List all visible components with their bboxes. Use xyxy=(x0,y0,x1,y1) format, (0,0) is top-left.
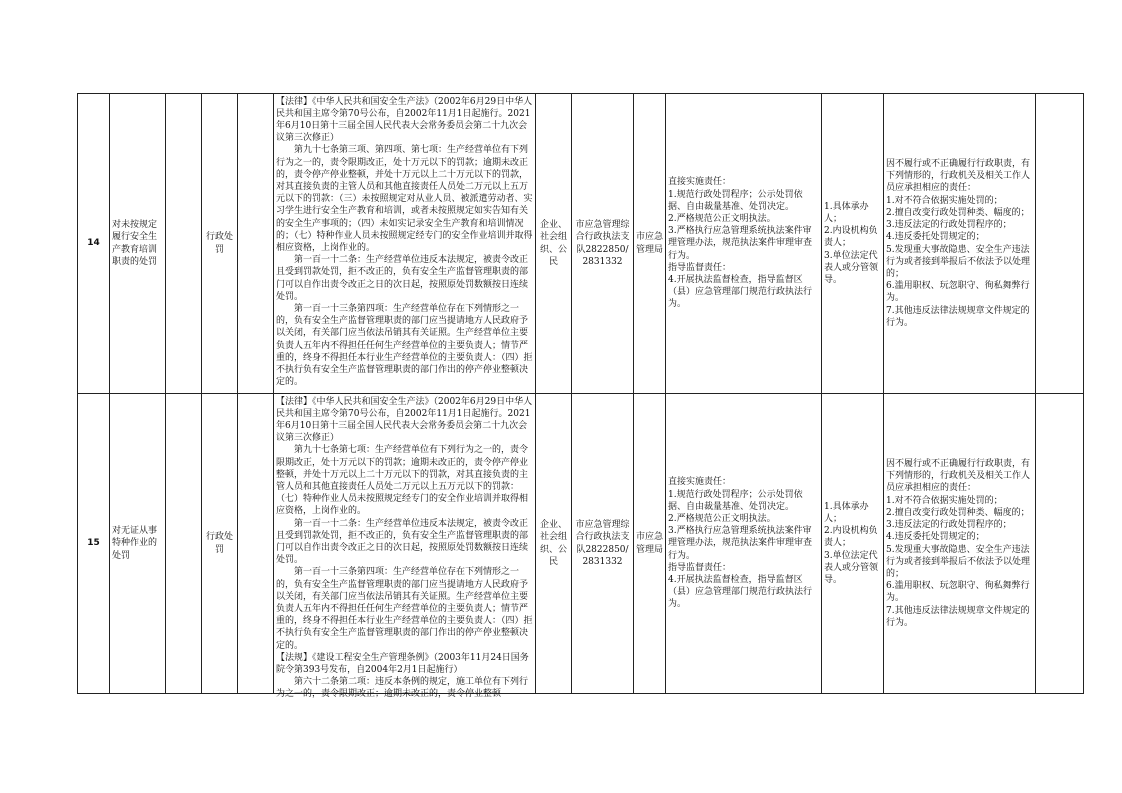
responsible-subject: 1.具体承办人； 2.内设机构负责人； 3.单位法定代表人或分管领导。 xyxy=(822,94,884,394)
remark xyxy=(1036,394,1084,694)
accountability: 因不履行或不正确履行行政职责，有下列情形的，行政机关及相关工作人员应承担相应的责任： 1.对不符合依据实施处罚的； 2.擅自改变行政处罚种类、幅度的； 3.违反法定的行政处罚程序的； 4.违反委托处罚规定的； 5.发现重大事故隐患、安全生产违法行为或者接到举报后不依法予以处理的； 6.滥用职权、玩忽职守、徇私舞弊行为。 7.其他违反法律法规规章文件规定的行为。 xyxy=(884,394,1036,694)
executing-unit: 市应急管理综合行政执法支队2822850/2831332 xyxy=(572,394,634,694)
legal-basis-paragraph: 第六十二条第二项：违反本条例的规定，施工单位有下列行为之一的，责令限期改正；逾期未改正的，责令停业整顿 xyxy=(276,677,529,700)
legal-basis-paragraph: 第一百一十三条第四项：生产经营单位存在下列情形之一的，负有安全生产监督管理职责的部门应当提请地方人民政府予以关闭，有关部门应当依法吊销其有关证照。生产经营单位主要负责人五年内不得担任任何生产经营单位的主要负责人；情节严重的，终身不得担任本行业生产经营单位的主要负责人：（四）拒不执行负有安全生产监督管理职责的部门作出的停产停业整顿决定的。 xyxy=(276,303,533,388)
item-name: 对未按规定履行安全生产教育培训职责的处罚 xyxy=(110,94,166,394)
executing-unit: 市应急管理综合行政执法支队2822850/2831332 xyxy=(572,94,634,394)
legal-basis-paragraph: 第一百一十三条第四项：生产经营单位存在下列情形之一的，负有安全生产监督管理职责的部门应当提请地方人民政府予以关闭，有关部门应当依法吊销其有关证照。生产经营单位主要负责人五年内不得担任任何生产经营单位的主要负责人；情节严重的，终身不得担任本行业生产经营单位的主要负责人：（四）拒不执行负有安全生产监督管理职责的部门作出的停产停业整顿决定的。 xyxy=(276,567,533,651)
row-number: 15 xyxy=(78,394,110,694)
target-parties: 企业、社会组织、公民 xyxy=(536,94,572,394)
accountability: 因不履行或不正确履行行政职责，有下列情形的，行政机关及相关工作人员应承担相应的责任： 1.对不符合依据实施处罚的； 2.擅自改变行政处罚种类、幅度的； 3.违反法定的行政处罚程序的； 4.违反委托处罚规定的； 5.发现重大事故隐患、安全生产违法行为或者接到举报后不依法予以处理的； 6.滥用职权、玩忽职守、徇私舞弊行为。 7.其他违反法律法规规章文件规定的行为。 xyxy=(884,94,1036,394)
supervising-agency: 市应急管理局 xyxy=(634,394,666,694)
legal-basis xyxy=(274,394,536,700)
remark xyxy=(1036,94,1084,394)
legal-basis-paragraph: 第一百一十二条：生产经营单位违反本法规定，被责令改正且受到罚款处罚，拒不改正的，负有安全生产监督管理职责的部门可以自作出责令改正之日的次日起，按照原处罚数额按日连续处罚。 xyxy=(276,518,529,566)
responsibility: 直接实施责任： 1.规范行政处罚程序；公示处罚依据、自由裁量基准、处罚决定。 2.严格规范公正文明执法。 3.严格执行应急管理系统执法案件审理管理办法，规范执法案件审理审查行为。 指导监督责任： 4.开展执法监督检查，指导监督区（县）应急管理部门规范行政执法行为。 xyxy=(666,394,822,694)
legal-basis-paragraph: 第一百一十二条：生产经营单位违反本法规定，被责令改正且受到罚款处罚，拒不改正的，负有安全生产监督管理职责的部门可以自作出责令改正之日的次日起，按照原处罚数额按日连续处罚。 xyxy=(276,255,529,302)
empty-cell xyxy=(166,94,202,394)
supervising-agency: 市应急管理局 xyxy=(634,94,666,394)
target-parties: 企业、社会组织、公民 xyxy=(536,394,572,694)
legal-basis-paragraph: 【法律】《中华人民共和国安全生产法》（2002年6月29日中华人民共和国主席令第70号公布，自2002年11月1日起施行。2021年6月10日第十三届全国人民代表大会常务委员会第二十九次会议第三次修正） xyxy=(276,396,533,444)
item-name: 对无证从事特种作业的处罚 xyxy=(110,394,166,694)
legal-basis xyxy=(274,94,536,394)
empty-cell xyxy=(238,394,274,694)
empty-cell xyxy=(166,394,202,694)
legal-basis-paragraph: 第九十七条第三项、第四项、第七项：生产经营单位有下列行为之一的，责令限期改正，处十万元以下的罚款；逾期未改正的，责令停产停业整顿，并处十万元以上二十万元以下的罚款，对其直接负责的主管人员和其他直接责任人员处二万元以上五万元以下的罚款：（三）未按照规定对从业人员、被派遣劳动者、实习学生进行安全生产教育和培训，或者未按照规定如实告知有关的安全生产事项的；（四）未如实记录安全生产教育和培训情况的；（七）特种作业人员未按照规定经专门的安全作业培训并取得相应资格，上岗作业的。 xyxy=(276,145,533,253)
authority-type: 行政处罚 xyxy=(202,94,238,394)
authority-table xyxy=(77,93,1084,700)
responsibility: 直接实施责任： 1.规范行政处罚程序；公示处罚依据、自由裁量基准、处罚决定。 2.严格规范公正文明执法。 3.严格执行应急管理系统执法案件审理管理办法，规范执法案件审理审查行为。 指导监督责任： 4.开展执法监督检查，指导监督区（县）应急管理部门规范行政执法行为。 xyxy=(666,94,822,394)
legal-basis-paragraph: 【法规】《建设工程安全生产管理条例》（2003年11月24日国务院令第393号发布，自2004年2月1日起施行） xyxy=(276,652,529,675)
legal-basis-paragraph: 【法律】《中华人民共和国安全生产法》（2002年6月29日中华人民共和国主席令第70号公布，自2002年11月1日起施行。2021年6月10日第十三届全国人民代表大会常务委员会第二十九次会议第三次修正） xyxy=(276,96,533,144)
row-number: 14 xyxy=(78,94,110,394)
table-row xyxy=(78,94,1084,394)
table-row xyxy=(78,394,1084,694)
legal-basis-paragraph: 第九十七条第七项：生产经营单位有下列行为之一的，责令限期改正，处十万元以下的罚款；逾期未改正的，责令停产停业整顿，并处十万元以上二十万元以下的罚款，对其直接负责的主管人员和其他直接责任人员处二万元以上五万元以下的罚款：（七）特种作业人员未按照规定经专门的安全作业培训并取得相应资格，上岗作业的。 xyxy=(276,445,529,517)
authority-type: 行政处罚 xyxy=(202,394,238,694)
empty-cell xyxy=(238,94,274,394)
responsible-subject: 1.具体承办人； 2.内设机构负责人； 3.单位法定代表人或分管领导。 xyxy=(822,394,884,694)
